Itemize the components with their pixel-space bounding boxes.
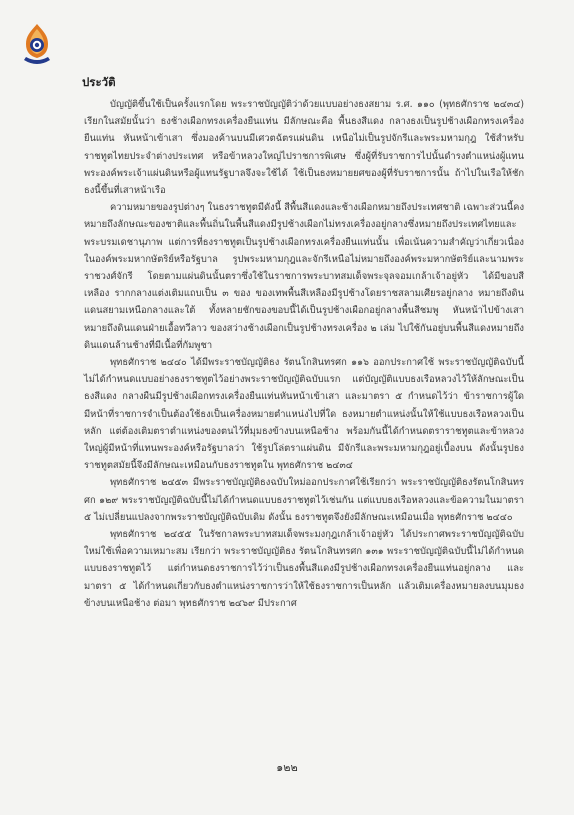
section-heading: ประวัติ: [82, 75, 116, 89]
body-text: [84, 96, 524, 612]
page-number: ๑๒๒: [276, 761, 298, 774]
paragraph: พุทธศักราช ๒๔๔๐ ได้มีพระราชบัญญัติธง รัตนโกสินทรศก ๑๑๖ ออกประกาศใช้ พระราชบัญญัติฉบับนี้ไม่ได้กำหนดแบบอย่างธงราชทูตไว้อย่างพระราชบัญญัติฉบับแรก แต่บัญญัติแบบธงเรือหลวงไว้ให้ลักษณะเป็นธงสีแดง กลางผืนมีรูปช้างเผือกทรงเครื่องยืนแท่นหันหน้าเข้าเสา และมาตรา ๕ กำหนดไว้ว่า ข้าราชการผู้ใดมีหน้าที่ราชการจำเป็นต้องใช้ธงเป็นเครื่องหมายตำแหน่งไปที่ใด ธงหมายตำแหน่งนั้นให้ใช้แบบธงเรือหลวงเป็นหลัก แต่ต้องเติมตราตำแหน่งของตนไว้ที่มุมธงข้างบนเหนือช้าง พร้อมกันนี้ได้กำหนดตราราชทูตและข้าหลวงใหญ่ผู้มีหน้าที่แทนพระองค์หรือรัฐบาลว่า ใช้รูปโล่ตราแผ่นดิน มีจักรีและพระมหามกุฎอยู่เบื้องบน ดังนั้นรูปธงราชทูตสมัยนี้จึงมีลักษณะเหมือนกับธงราชทูตใน พุทธศักราช ๒๔๓๔: [84, 357, 524, 472]
paragraph: บัญญัติขึ้นใช้เป็นครั้งแรกโดย พระราชบัญญัติว่าด้วยแบบอย่างธงสยาม ร.ศ. ๑๑๐ (พุทธศักราช ๒๔๓๔) เรียกในสมัยนั้นว่า ธงช้างเผือกทรงเครื่องยืนแท่น มีลักษณะคือ พื้นธงสีแดง กลางธงเป็นรูปช้างเผือกทรงเครื่องยืนแท่น หันหน้าเข้าเสา ซึ่งมองค้านบนมีเศวตฉัตรแผ่นดิน เหนือไม่เป็นรูปจักรีและพระมหามกุฎ ใช้สำหรับราชทูตไทยประจำต่างประเทศ หรือข้าหลวงใหญ่ไปราชการพิเศษ ซึ่งผู้ที่รับราชการไปนั้นดำรงตำแหน่งผู้แทนพระองค์พระเจ้าแผ่นดินหรือผู้แทนรัฐบาลจึงจะใช้ได้ ใช้เป็นธงหมายยศของผู้ที่รับราชการนั้น ถ้าไปในเรือให้ชักธงนี้ขึ้นที่เสาหน้าเรือ: [84, 99, 524, 197]
paragraph: พุทธศักราช ๒๔๕๕ ในรัชกาลพระบาทสมเด็จพระมงกุฎเกล้าเจ้าอยู่หัว ได้ประกาศพระราชบัญญัติฉบับใหม่ใช้เพื่อความเหมาะสม เรียกว่า พระราชบัญญัติธง รัตนโกสินทรศก ๑๓๑ พระราชบัญญัติฉบับนี้ไม่ได้กำหนดแบบธงราชทูตไว้ แต่กำหนดธงราชการไว้ว่าเป็นธงพื้นสีแดงมีรูปช้างเผือกทรงเครื่องยืนแท่นอยู่กลาง และมาตรา ๕ ได้กำหนดเกี่ยวกับธงตำแหน่งราชการว่าให้ใช้ธงราชการเป็นหลัก แล้วเติมเครื่องหมายลงบนมุมธงข้างบนเหนือช้าง ต่อมา พุทธศักราช ๒๔๖๙ มีประกาศ: [84, 529, 524, 609]
institution-logo-icon: [18, 22, 56, 68]
paragraph: พุทธศักราช ๒๔๕๓ มีพระราชบัญญัติธงฉบับใหม่ออกประกาศใช้เรียกว่า พระราชบัญญัติธงรัตนโกสินทรศก ๑๒๙ พระราชบัญญัติฉบับนี้ไม่ได้กำหนดแบบธงราชทูตไว้เช่นกัน แต่แบบธงเรือหลวงและข้อความในมาตรา ๕ ไม่เปลี่ยนแปลงจากพระราชบัญญัติฉบับเดิม ดังนั้น ธงราชทูตจึงยังมีลักษณะเหมือนเมื่อ พุทธศักราช ๒๔๔๐: [84, 477, 524, 523]
paragraph: ความหมายของรูปต่างๆ ในธงราชทูตมีดังนี้ สีพื้นสีแดงและช้างเผือกหมายถึงประเทศชาติ เฉพาะส่วนนี้คงหมายถึงลักษณะของชาติและพื้นถิ่นในพื้นสีแดงมีรูปช้างเผือกไม่ทรงเครื่องอยู่กลางซึ่งหมายถึงประเทศไทยและพระบรมเดชานุภาพ แต่การที่ธงราชทูตเป็นรูปช้างเผือกทรงเครื่องยืนแท่นนั้น เพื่อเน้นความสำคัญว่าเกี่ยวเนื่องในองค์พระมหากษัตริย์หรือรัฐบาล รูปพระมหามกุฎและจักรีเหนือไม่หมายถึงองค์พระมหากษัตริย์และนามพระราชวงศ์จักรี โดยตามแผ่นดินนั้นตราซึ่งใช้ในราชการพระบาทสมเด็จพระจุลจอมเกล้าเจ้าอยู่หัว ได้มีขอบสีเหลือง รากกลางแต่งเติมแถบเป็น ๓ ของ ของเทพพื้นสีเหลืองมีรูปช้างโดยราชสลามเศียรอยู่กลาง หมายถึงดินแดนสยามเหนือกลางและใต้ ทั้งหลายชักของขอบนี้ได้เป็นรูปช้างเผือกอยู่กลางพื้นสีชมพู หันหน้าไปข้างเสา หมายถึงดินแดนฝ่ายเอื้อทวีลาว ของสว่างช้างเผือกเป็นรูปช้างทรงเครื่อง ๒ เล่ม ไปใช้กันอยู่บนพื้นสีแดงหมายถึงดินแดนล้านช้างที่มีเนื้อที่กัมพูชา: [84, 202, 525, 351]
